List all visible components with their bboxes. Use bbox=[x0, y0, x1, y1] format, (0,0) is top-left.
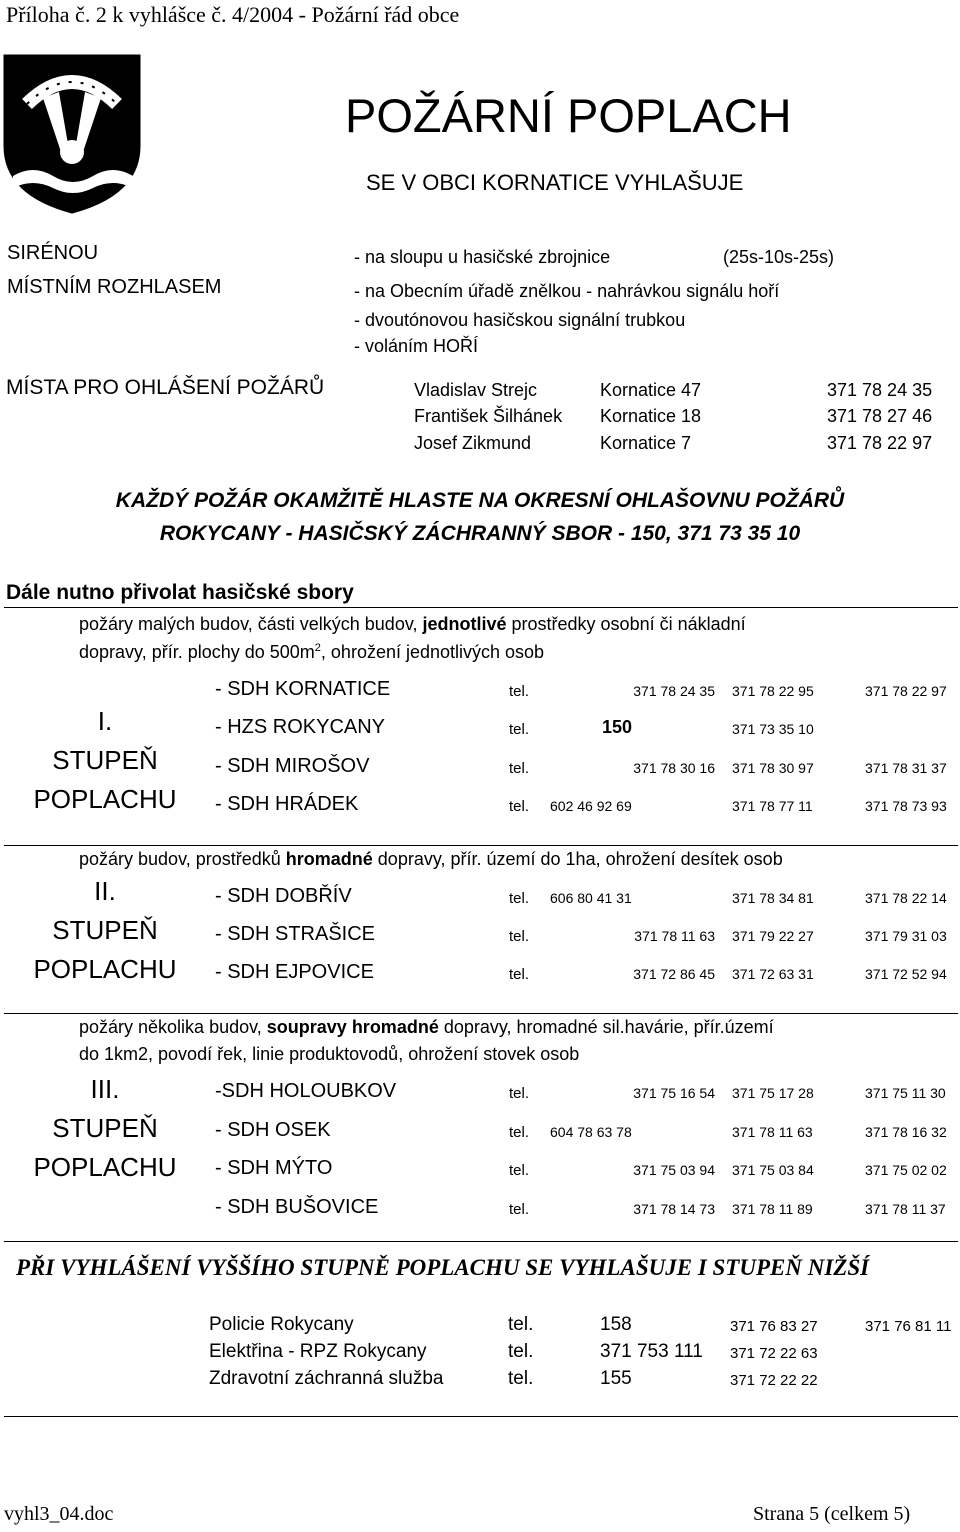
unit-phone: 371 78 11 37 bbox=[865, 1201, 946, 1217]
reporter-address: Kornatice 7 bbox=[600, 433, 692, 453]
unit-tel-label: tel. bbox=[509, 890, 530, 907]
reporter-name: František Šilhánek bbox=[414, 406, 563, 426]
reporter-address: Kornatice 18 bbox=[600, 406, 702, 426]
service-phone: 158 bbox=[600, 1314, 632, 1335]
unit-phone: 604 78 63 78 bbox=[550, 1124, 632, 1140]
level3-label: III. STUPEŇ POPLACHU bbox=[33, 1074, 177, 1182]
service-name: Policie Rokycany bbox=[209, 1314, 354, 1335]
divider bbox=[4, 1241, 958, 1242]
unit-tel-label: tel. bbox=[509, 1201, 530, 1218]
unit-name: - SDH OSEK bbox=[215, 1119, 331, 1141]
unit-name: - SDH BUŠOVICE bbox=[215, 1196, 379, 1218]
footer-filename: vyhl3_04.doc bbox=[4, 1503, 114, 1525]
unit-name: - SDH MIROŠOV bbox=[215, 755, 370, 777]
unit-tel-label: tel. bbox=[509, 760, 530, 777]
service-phone: 371 72 22 63 bbox=[730, 1345, 818, 1362]
service-tel-label: tel. bbox=[508, 1314, 534, 1335]
unit-tel-label: tel. bbox=[509, 683, 530, 700]
siren-label: SIRÉNOU bbox=[7, 242, 99, 264]
unit-phone: 371 72 86 45 bbox=[633, 966, 715, 982]
reporter-phone: 371 78 27 46 bbox=[827, 406, 933, 426]
unit-phone: 371 78 73 93 bbox=[865, 798, 947, 814]
signal-item: - dvoutónovou hasičskou signální trubkou bbox=[354, 310, 686, 330]
unit-tel-label: tel. bbox=[509, 1124, 530, 1141]
reporter-phone: 371 78 24 35 bbox=[827, 380, 933, 400]
unit-phone: 371 78 30 16 bbox=[633, 760, 715, 776]
unit-name: - SDH EJPOVICE bbox=[215, 961, 374, 983]
unit-phone: 371 78 77 11 bbox=[732, 798, 813, 814]
signal-item: - na Obecním úřadě znělkou - nahrávkou signálu hoří bbox=[354, 281, 780, 301]
unit-phone: 371 78 14 73 bbox=[633, 1201, 715, 1217]
service-phone: 155 bbox=[600, 1368, 632, 1389]
divider bbox=[4, 607, 958, 608]
unit-phone: 371 78 22 97 bbox=[865, 683, 947, 699]
unit-tel-label: tel. bbox=[509, 798, 530, 815]
service-name: Zdravotní záchranná služba bbox=[209, 1368, 444, 1389]
level2-label: II. STUPEŇ POPLACHU bbox=[33, 876, 177, 984]
signal-item: - voláním HOŘÍ bbox=[354, 336, 479, 356]
unit-name: -SDH HOLOUBKOV bbox=[215, 1080, 397, 1102]
unit-phone: 371 75 03 94 bbox=[633, 1162, 715, 1178]
reporter-phone: 371 78 22 97 bbox=[827, 433, 933, 453]
unit-phone: 371 78 30 97 bbox=[732, 760, 814, 776]
service-phone: 371 72 22 22 bbox=[730, 1372, 818, 1389]
unit-phone: 371 75 16 54 bbox=[633, 1085, 715, 1101]
unit-name: - SDH STRAŠICE bbox=[215, 923, 376, 945]
unit-phone: 371 79 22 27 bbox=[732, 928, 814, 944]
level3-description: požáry několika budov, soupravy hromadné dopravy, hromadné sil.havárie, přír.území bbox=[79, 1017, 774, 1037]
unit-phone: 602 46 92 69 bbox=[550, 798, 632, 814]
level1-description: požáry malých budov, části velkých budov, jednotlivé prostředky osobní či nákladní bbox=[79, 614, 746, 634]
unit-phone: 150 bbox=[602, 717, 633, 737]
brigades-heading: Dále nutno přivolat hasičské sbory bbox=[6, 581, 354, 604]
unit-name: - HZS ROKYCANY bbox=[215, 716, 386, 738]
radio-label: MÍSTNÍM ROZHLASEM bbox=[7, 276, 222, 298]
service-name: Elektřina - RPZ Rokycany bbox=[209, 1341, 427, 1362]
unit-name: - SDH MÝTO bbox=[215, 1157, 333, 1179]
service-phone: 371 753 111 bbox=[600, 1341, 703, 1362]
unit-name: - SDH KORNATICE bbox=[215, 678, 391, 700]
unit-phone: 371 75 11 30 bbox=[865, 1085, 946, 1101]
unit-phone: 371 75 17 28 bbox=[732, 1085, 814, 1101]
unit-phone: 371 78 31 37 bbox=[865, 760, 947, 776]
unit-tel-label: tel. bbox=[509, 721, 530, 738]
unit-phone: 371 75 02 02 bbox=[865, 1162, 947, 1178]
unit-tel-label: tel. bbox=[509, 966, 530, 983]
signal-item: - na sloupu u hasičské zbrojnice bbox=[354, 247, 611, 267]
unit-phone: 606 80 41 31 bbox=[550, 890, 632, 906]
level1-label: I. STUPEŇ POPLACHU bbox=[33, 706, 177, 814]
unit-name: - SDH DOBŘÍV bbox=[215, 885, 352, 907]
unit-phone: 371 78 16 32 bbox=[865, 1124, 947, 1140]
unit-tel-label: tel. bbox=[509, 1162, 530, 1179]
divider bbox=[4, 1416, 958, 1417]
level3-description-line2: do 1km2, povodí řek, linie produktovodů, ohrožení stovek osob bbox=[79, 1044, 580, 1064]
unit-phone: 371 78 11 89 bbox=[732, 1201, 813, 1217]
divider bbox=[4, 845, 958, 846]
service-phone: 371 76 81 11 bbox=[865, 1318, 952, 1335]
unit-phone: 371 78 22 95 bbox=[732, 683, 814, 699]
footer-page-number: Strana 5 (celkem 5) bbox=[753, 1503, 911, 1525]
unit-phone: 371 78 24 35 bbox=[633, 683, 715, 699]
reporter-name: Josef Zikmund bbox=[414, 433, 532, 453]
unit-phone: 371 79 31 03 bbox=[865, 928, 947, 944]
emergency-notice-line: ROKYCANY - HASIČSKÝ ZÁCHRANNÝ SBOR - 150, 371 73 35 10 bbox=[159, 522, 801, 545]
coat-of-arms-icon bbox=[3, 54, 141, 214]
page-subtitle: SE V OBCI KORNATICE VYHLAŠUJE bbox=[366, 170, 744, 195]
unit-phone: 371 78 11 63 bbox=[732, 1124, 813, 1140]
emergency-notice-line: KAŽDÝ POŽÁR OKAMŽITĚ HLASTE NA OKRESNÍ OHLAŠOVNU POŽÁRŮ bbox=[115, 489, 845, 512]
siren-pattern: (25s-10s-25s) bbox=[723, 247, 835, 267]
unit-phone: 371 78 22 14 bbox=[865, 890, 947, 906]
unit-phone: 371 75 03 84 bbox=[732, 1162, 814, 1178]
service-tel-label: tel. bbox=[508, 1341, 534, 1362]
report-places-label: MÍSTA PRO OHLÁŠENÍ POŽÁRŮ bbox=[6, 376, 325, 399]
page-title: POŽÁRNÍ POPLACH bbox=[345, 89, 792, 142]
unit-name: - SDH HRÁDEK bbox=[215, 793, 359, 815]
level2-description: požáry budov, prostředků hromadné dopravy, přír. území do 1ha, ohrožení desítek osob bbox=[79, 849, 783, 869]
unit-phone: 371 78 34 81 bbox=[732, 890, 814, 906]
service-tel-label: tel. bbox=[508, 1368, 534, 1389]
unit-phone: 371 73 35 10 bbox=[732, 721, 814, 737]
level1-description-line2: dopravy, přír. plochy do $500m^2$, ohrožení jednotlivých osob bbox=[79, 642, 545, 662]
unit-phone: 371 72 63 31 bbox=[732, 966, 814, 982]
reporter-name: Vladislav Strejc bbox=[414, 380, 538, 400]
unit-tel-label: tel. bbox=[509, 928, 530, 945]
unit-phone: 371 78 11 63 bbox=[634, 928, 715, 944]
unit-phone: 371 72 52 94 bbox=[865, 966, 947, 982]
attachment-header: Příloha č. 2 k vyhlášce č. 4/2004 - Požární řád obce bbox=[6, 2, 460, 27]
reporter-address: Kornatice 47 bbox=[600, 380, 702, 400]
divider bbox=[4, 1013, 958, 1014]
service-phone: 371 76 83 27 bbox=[730, 1318, 818, 1335]
higher-level-note: PŘI VYHLÁŠENÍ VYŠŠÍHO STUPNĚ POPLACHU SE VYHLAŠUJE I STUPEŇ NIŽŠÍ bbox=[16, 1255, 870, 1280]
unit-tel-label: tel. bbox=[509, 1085, 530, 1102]
